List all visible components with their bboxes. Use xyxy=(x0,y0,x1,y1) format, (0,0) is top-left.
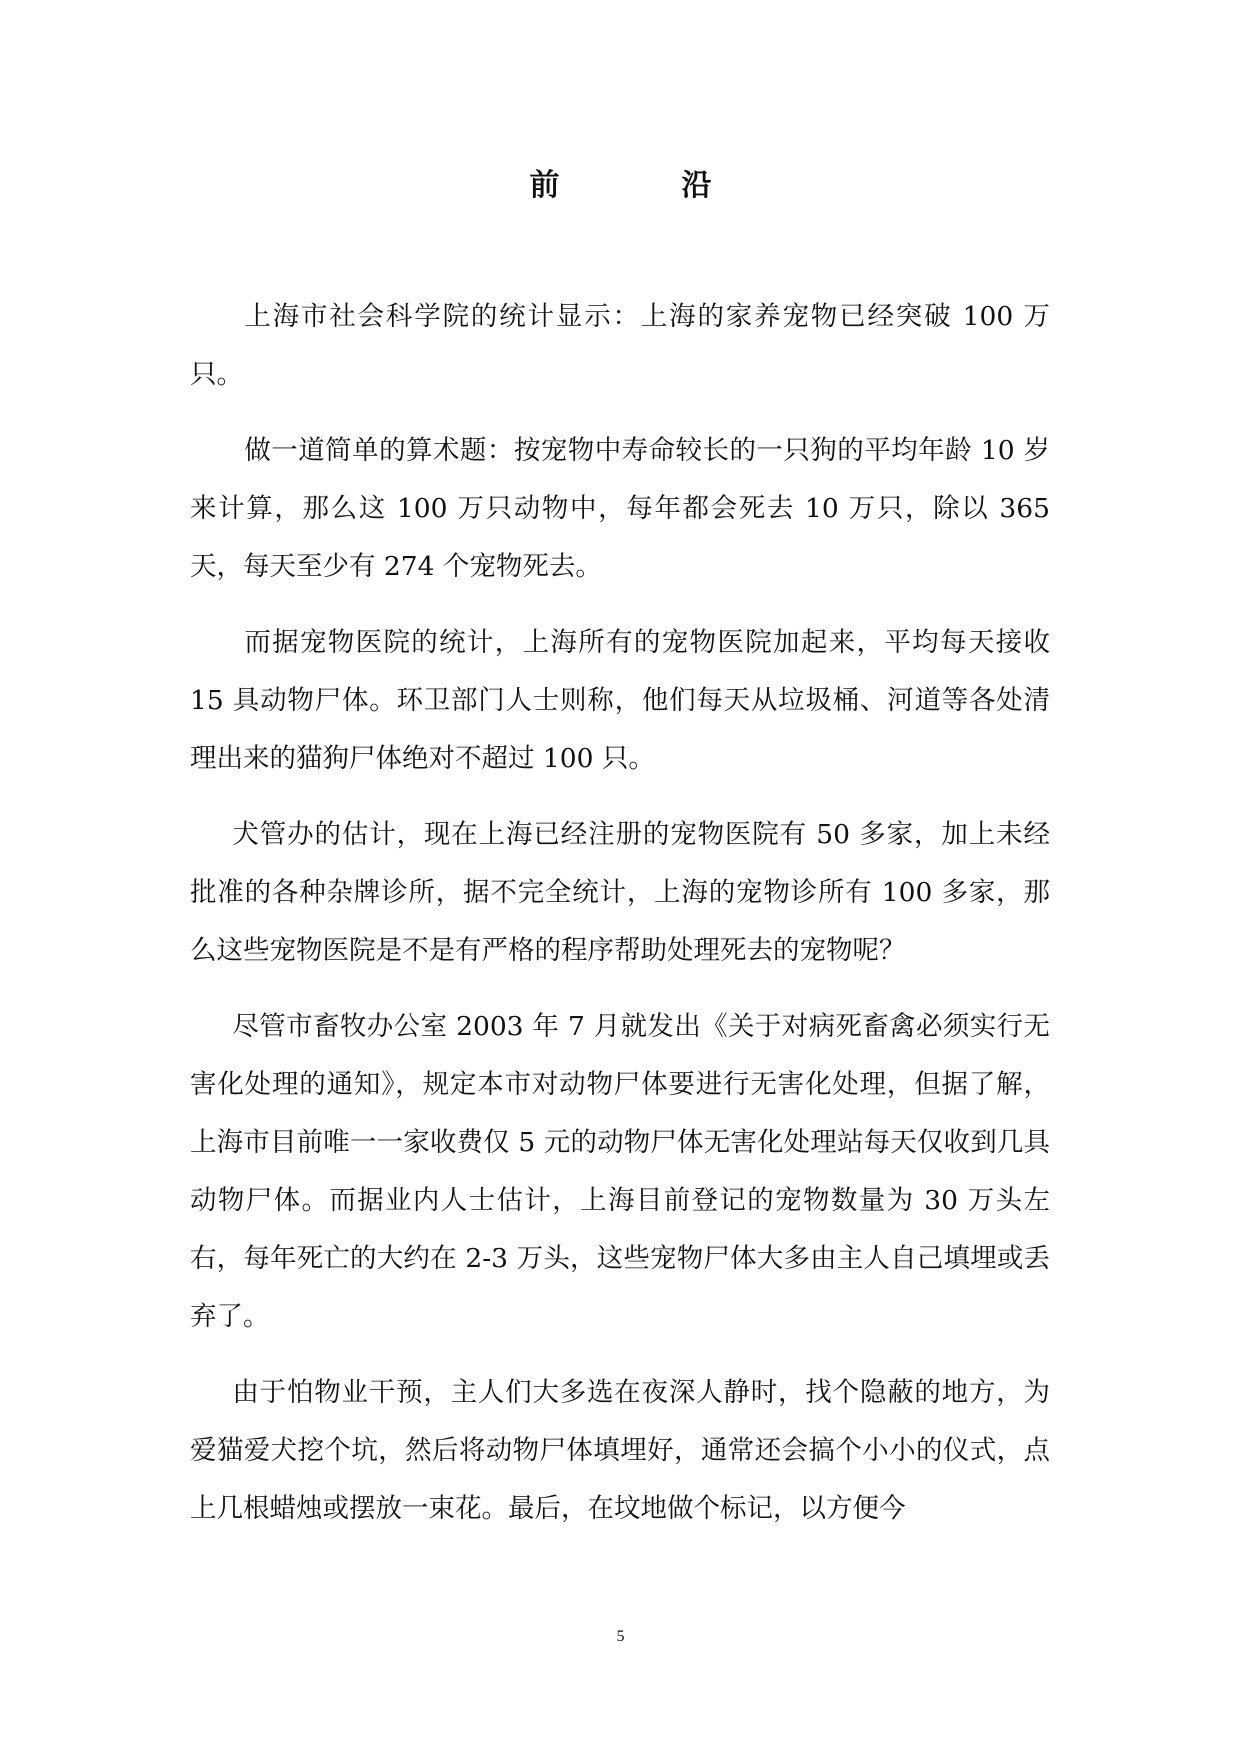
paragraph-4: 犬管办的估计，现在上海已经注册的宠物医院有 50 多家，加上未经批准的各种杂牌诊所，据不完全统计，上海的宠物诊所有 100 多家，那么这些宠物医院是不是有严格的程序帮助处理死去的宠物呢？ xyxy=(190,819,1050,966)
paragraph-1: 上海市社会科学院的统计显示：上海的家养宠物已经突破 100 万只。 xyxy=(190,301,1050,390)
body-text xyxy=(190,288,1050,1556)
paragraph-6: 由于怕物业干预，主人们大多选在夜深人静时，找个隐蔽的地方，为爱猫爱犬挖个坑，然后将动物尸体填埋好，通常还会搞个小小的仪式，点上几根蜡烛或摆放一束花。最后，在坟地做个标记，以方便今 xyxy=(190,1377,1050,1524)
paragraph-5: 尽管市畜牧办公室 2003 年 7 月就发出《关于对病死畜禽必须实行无害化处理的通知》，规定本市对动物尸体要进行无害化处理，但据了解，上海市目前唯一一家收费仅 5 元的动物尸体无害化处理站每天仅收到几具动物尸体。而据业内人士估计，上海目前登记的宠物数量为 30 万头左右，每年死亡的大约在 2-3 万头，这些宠物尸体大多由主人自己填埋或丢弃了。 xyxy=(190,1011,1050,1332)
paragraph-2: 做一道简单的算术题：按宠物中寿命较长的一只狗的平均年龄 10 岁来计算，那么这 100 万只动物中，每年都会死去 10 万只，除以 365 天，每天至少有 274 个宠物死去。 xyxy=(190,435,1050,582)
page-number: 5 xyxy=(616,1628,625,1645)
paragraph-3: 而据宠物医院的统计，上海所有的宠物医院加起来，平均每天接收 15 具动物尸体。环卫部门人士则称，他们每天从垃圾桶、河道等各处清理出来的猫狗尸体绝对不超过 100 只。 xyxy=(190,627,1050,774)
page-title: 前 沿 xyxy=(529,168,758,203)
